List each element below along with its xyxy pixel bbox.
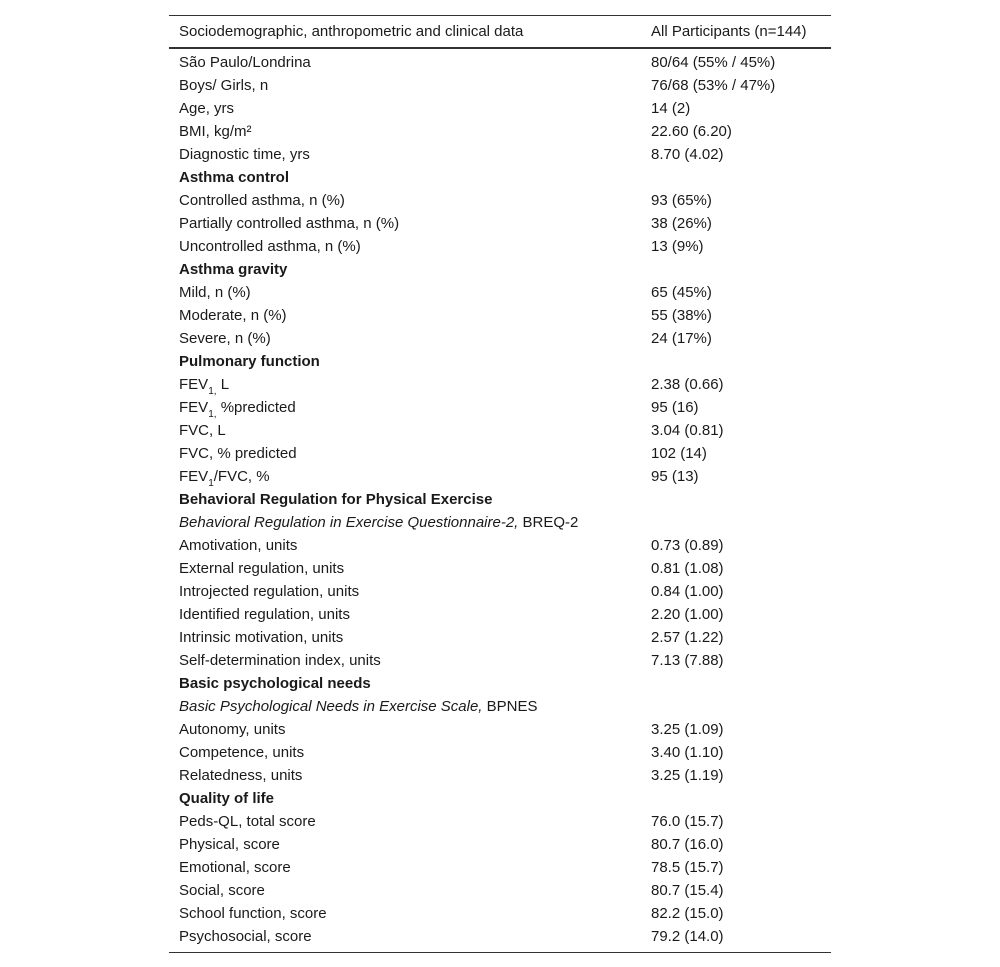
variable-label: Uncontrolled asthma, n (%)	[179, 238, 361, 255]
variable-value: 76/68 (53% / 47%)	[651, 77, 776, 94]
variable-label: Emotional, score	[179, 859, 291, 876]
instrument-row	[169, 695, 831, 718]
variable-label: Partially controlled asthma, n (%)	[179, 215, 400, 232]
section-heading-row	[169, 787, 831, 810]
variable-value: 95 (13)	[651, 468, 699, 485]
table-row	[169, 465, 831, 488]
table-row	[169, 902, 831, 925]
table-body	[169, 48, 831, 953]
variable-value: 93 (65%)	[651, 192, 712, 209]
table-row	[169, 396, 831, 419]
table-row	[169, 718, 831, 741]
variable-value: 65 (45%)	[651, 284, 712, 301]
table-row	[169, 741, 831, 764]
table-row	[169, 281, 831, 304]
section-heading: Asthma gravity	[179, 261, 288, 278]
variable-label: Amotivation, units	[179, 537, 298, 554]
variable-value: 3.25 (1.19)	[651, 767, 724, 784]
variable-value: 82.2 (15.0)	[651, 905, 724, 922]
label-subscript: 1,	[208, 386, 217, 397]
table-row	[169, 97, 831, 120]
section-heading: Quality of life	[179, 790, 275, 807]
instrument-full-name: Basic Psychological Needs in Exercise Scale,	[179, 698, 483, 715]
variable-label: Severe, n (%)	[179, 330, 271, 347]
variable-value: 78.5 (15.7)	[651, 859, 724, 876]
label-main: FEV	[179, 399, 209, 416]
data-table-container	[169, 15, 831, 953]
table-row	[169, 327, 831, 350]
table-header	[169, 16, 831, 49]
table-row	[169, 925, 831, 953]
label-main: FEV	[179, 376, 209, 393]
variable-label: Diagnostic time, yrs	[179, 146, 310, 163]
label-subscript: 1,	[208, 409, 217, 420]
variable-label: Identified regulation, units	[179, 606, 350, 623]
variable-label: Age, yrs	[179, 100, 235, 117]
variable-value: 8.70 (4.02)	[651, 146, 724, 163]
variable-label: Intrinsic motivation, units	[179, 629, 344, 646]
instrument-full-name: Behavioral Regulation in Exercise Questionnaire-2,	[179, 514, 519, 531]
variable-label: Social, score	[179, 882, 265, 899]
variable-label: School function, score	[179, 905, 327, 922]
participants-table	[169, 15, 831, 953]
table-row	[169, 48, 831, 74]
section-heading: Basic psychological needs	[179, 675, 371, 692]
variable-label: Relatedness, units	[179, 767, 303, 784]
header-characteristic: Sociodemographic, anthropometric and clinical data	[179, 23, 524, 40]
table-row	[169, 649, 831, 672]
table-row	[169, 603, 831, 626]
instrument-row	[169, 511, 831, 534]
table-row	[169, 442, 831, 465]
table-row	[169, 879, 831, 902]
table-row	[169, 856, 831, 879]
label-rest: %predicted	[216, 399, 296, 416]
variable-value: 80/64 (55% / 45%)	[651, 54, 776, 71]
section-heading-row	[169, 350, 831, 373]
label-rest: /FVC, %	[213, 468, 270, 485]
table-row	[169, 580, 831, 603]
variable-label: Moderate, n (%)	[179, 307, 287, 324]
variable-value: 0.73 (0.89)	[651, 537, 724, 554]
variable-value: 80.7 (16.0)	[651, 836, 724, 853]
instrument-name	[169, 695, 831, 718]
variable-label: Competence, units	[179, 744, 305, 761]
variable-value: 3.04 (0.81)	[651, 422, 724, 439]
table-row	[169, 189, 831, 212]
instrument-name	[169, 511, 831, 534]
section-heading-row	[169, 166, 831, 189]
table-row	[169, 626, 831, 649]
variable-label: São Paulo/Londrina	[179, 54, 311, 71]
label-main: FEV	[179, 468, 209, 485]
variable-value: 55 (38%)	[651, 307, 712, 324]
variable-value: 24 (17%)	[651, 330, 712, 347]
header-all-participants: All Participants (n=144)	[651, 23, 807, 40]
instrument-abbreviation: BPNES	[482, 698, 538, 715]
variable-label	[169, 396, 641, 419]
variable-value: 102 (14)	[651, 445, 707, 462]
table-row	[169, 833, 831, 856]
variable-value: 13 (9%)	[651, 238, 704, 255]
variable-value: 3.40 (1.10)	[651, 744, 724, 761]
section-heading: Asthma control	[179, 169, 290, 186]
table-row	[169, 373, 831, 396]
variable-label	[169, 373, 641, 396]
section-heading: Pulmonary function	[179, 353, 320, 370]
variable-value: 22.60 (6.20)	[651, 123, 732, 140]
label-rest: L	[216, 376, 230, 393]
table-row	[169, 557, 831, 580]
section-heading-row	[169, 672, 831, 695]
table-row	[169, 212, 831, 235]
variable-value: 14 (2)	[651, 100, 691, 117]
variable-label	[169, 465, 641, 488]
variable-label: Controlled asthma, n (%)	[179, 192, 345, 209]
variable-label: FVC, % predicted	[179, 445, 297, 462]
header-row	[169, 16, 831, 49]
variable-value: 3.25 (1.09)	[651, 721, 724, 738]
section-heading: Behavioral Regulation for Physical Exercise	[179, 491, 493, 508]
variable-value: 95 (16)	[651, 399, 699, 416]
variable-label: BMI, kg/m²	[179, 123, 252, 140]
variable-label: Autonomy, units	[179, 721, 286, 738]
variable-label: Physical, score	[179, 836, 280, 853]
variable-label: Peds-QL, total score	[179, 813, 316, 830]
table-row	[169, 235, 831, 258]
section-heading-row	[169, 488, 831, 511]
variable-value: 2.20 (1.00)	[651, 606, 724, 623]
variable-value: 79.2 (14.0)	[651, 928, 724, 945]
variable-label: Psychosocial, score	[179, 928, 312, 945]
variable-label: Boys/ Girls, n	[179, 77, 269, 94]
table-row	[169, 304, 831, 327]
variable-label: External regulation, units	[179, 560, 345, 577]
table-row	[169, 419, 831, 442]
variable-label: Introjected regulation, units	[179, 583, 360, 600]
variable-value: 80.7 (15.4)	[651, 882, 724, 899]
variable-value: 2.57 (1.22)	[651, 629, 724, 646]
variable-value: 76.0 (15.7)	[651, 813, 724, 830]
section-heading-row	[169, 258, 831, 281]
variable-value: 7.13 (7.88)	[651, 652, 724, 669]
variable-value: 2.38 (0.66)	[651, 376, 724, 393]
table-row	[169, 534, 831, 557]
variable-value: 38 (26%)	[651, 215, 712, 232]
table-row	[169, 143, 831, 166]
label-subscript: 1	[208, 478, 214, 489]
table-row	[169, 810, 831, 833]
variable-value: 0.81 (1.08)	[651, 560, 724, 577]
variable-label: FVC, L	[179, 422, 226, 439]
variable-label: Self-determination index, units	[179, 652, 381, 669]
instrument-abbreviation: BREQ-2	[518, 514, 579, 531]
variable-label: Mild, n (%)	[179, 284, 251, 301]
table-row	[169, 764, 831, 787]
table-row	[169, 74, 831, 97]
table-row	[169, 120, 831, 143]
variable-value: 0.84 (1.00)	[651, 583, 724, 600]
